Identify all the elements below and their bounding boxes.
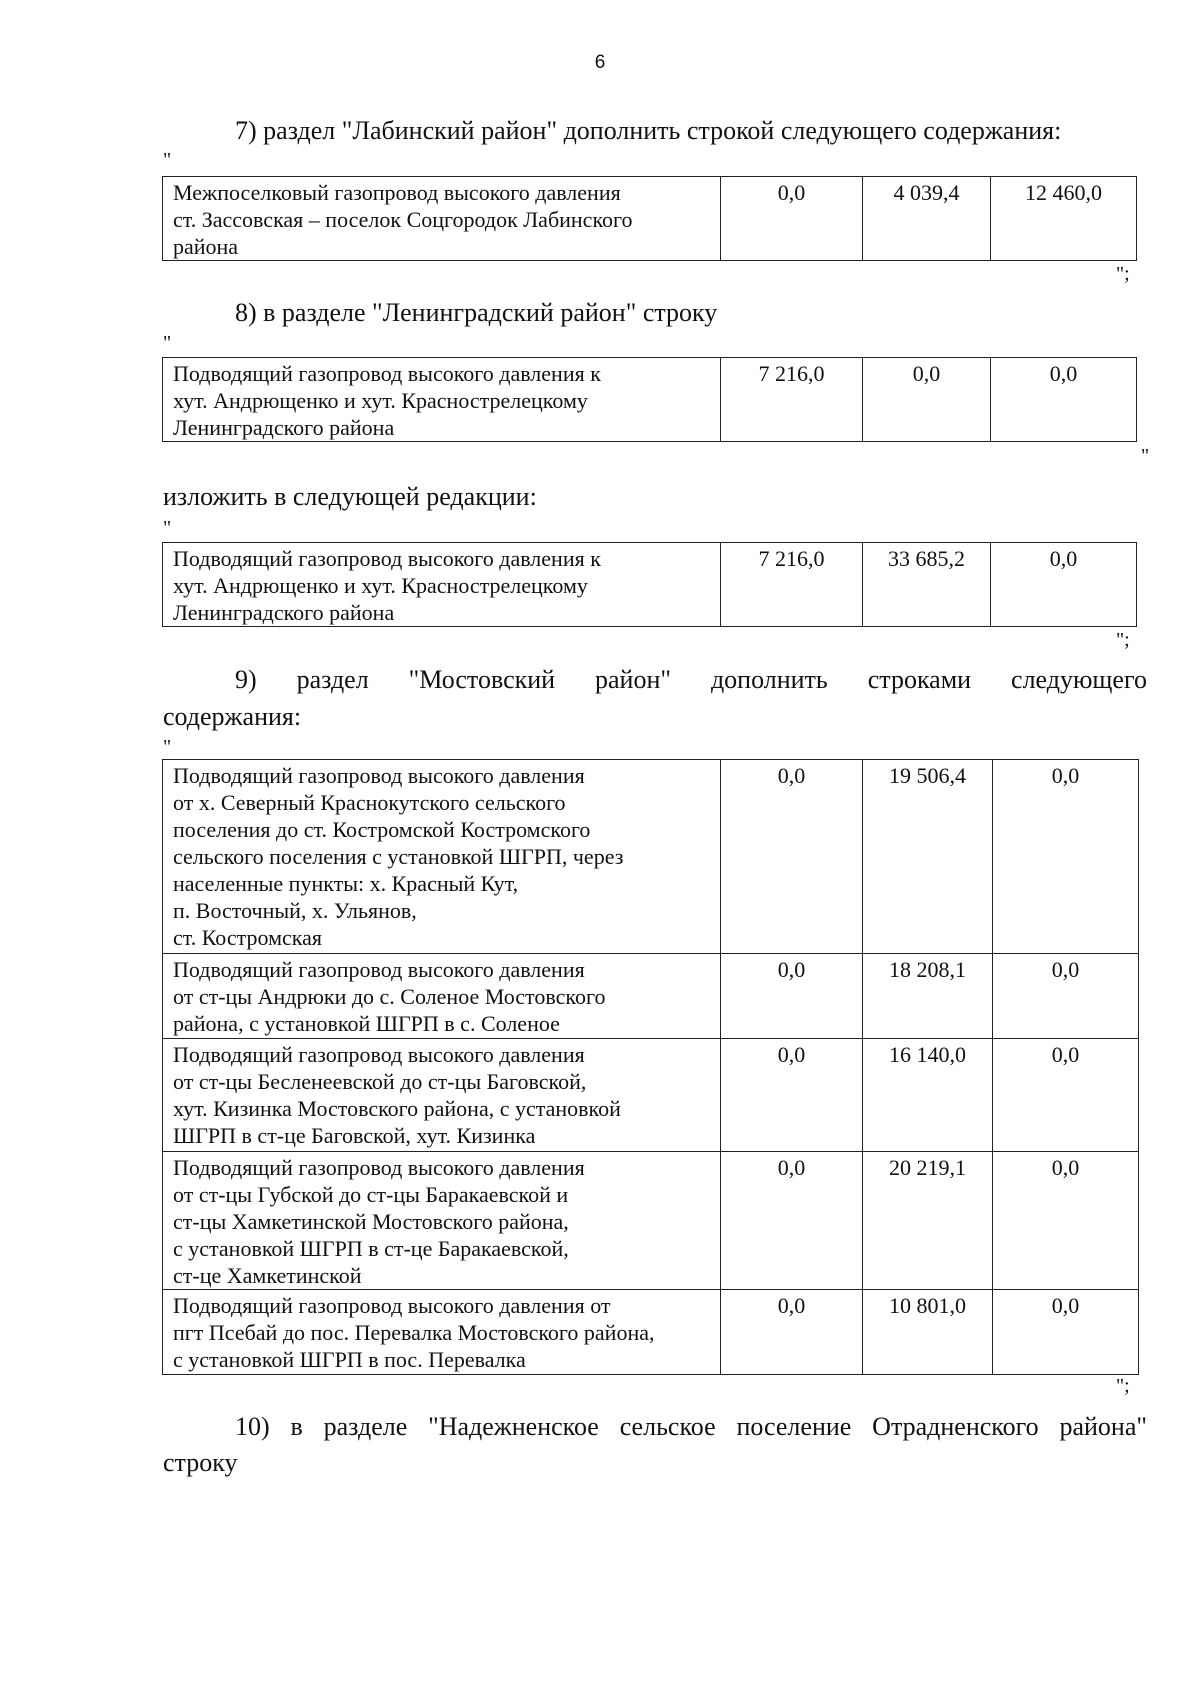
row-value-2: 33 685,2	[863, 543, 991, 627]
row-value-3: 0,0	[991, 543, 1137, 627]
table-mostovsky	[162, 759, 1139, 1375]
row-value-1: 0,0	[721, 760, 863, 954]
row-value-2: 20 219,1	[863, 1152, 993, 1290]
close-quote: "	[1141, 445, 1150, 467]
row-value-3: 0,0	[993, 760, 1139, 954]
item-8-text-after: изложить в следующей редакции:	[163, 482, 537, 511]
row-value-1: 7 216,0	[721, 543, 863, 627]
row-value-1: 0,0	[721, 954, 863, 1039]
table-row	[163, 954, 1139, 1039]
open-quote: "	[163, 332, 172, 354]
item-9-text-cont: содержания:	[163, 702, 302, 731]
table-labinsky-body	[163, 177, 1137, 261]
item-10-text: 10) в разделе "Надежненское сельское поселение Отрадненского района"	[235, 1412, 1147, 1441]
row-name: Подводящий газопровод высокого давления от ст-цы Бесленеевской до ст-цы Баговской, хут. Кизинка Мостовского района, с установкой ШГРП в ст-це Баговской, хут. Кизинка	[163, 1039, 721, 1152]
row-value-2: 18 208,1	[863, 954, 993, 1039]
row-value-3: 0,0	[993, 1290, 1139, 1375]
item-8-text: 8) в разделе "Ленинградский район" строку	[235, 298, 718, 327]
open-quote: "	[163, 736, 172, 758]
item-9-text: 9) раздел "Мостовский район" дополнить строками следующего	[235, 665, 1147, 694]
table-mostovsky-body	[163, 760, 1139, 1375]
row-value-2: 4 039,4	[863, 177, 991, 261]
table-row	[163, 1039, 1139, 1152]
row-value-1: 0,0	[721, 177, 863, 261]
row-value-2: 19 506,4	[863, 760, 993, 954]
row-value-3: 0,0	[993, 1152, 1139, 1290]
row-name: Подводящий газопровод высокого давления от х. Северный Краснокутского сельского поселения до ст. Костромской Костромского сельского поселения с установкой ШГРП, через населенные пункты: х. Красный Кут, п. Восточный, х. Ульянов, ст. Костромская	[163, 760, 721, 954]
row-value-3: 0,0	[993, 954, 1139, 1039]
table-leningradsky-old	[162, 357, 1137, 442]
page-number: 6	[594, 52, 606, 73]
row-value-2: 16 140,0	[863, 1039, 993, 1152]
open-quote: "	[163, 149, 172, 171]
table-row	[163, 177, 1137, 261]
row-name: Межпоселковый газопровод высокого давления ст. Зассовская – поселок Соцгородок Лабинского района	[163, 177, 721, 261]
table-labinsky	[162, 176, 1137, 261]
row-value-1: 0,0	[721, 1039, 863, 1152]
row-name: Подводящий газопровод высокого давления к хут. Андрющенко и хут. Краснострелецкому Ленинградского района	[163, 543, 721, 627]
item-7-text: 7) раздел "Лабинский район" дополнить строкой следующего содержания:	[235, 116, 1062, 145]
row-value-3: 0,0	[991, 358, 1137, 442]
row-value-3: 12 460,0	[991, 177, 1137, 261]
row-name: Подводящий газопровод высокого давления от ст-цы Андрюки до с. Соленое Мостовского района, с установкой ШГРП в с. Соленое	[163, 954, 721, 1039]
row-value-1: 0,0	[721, 1290, 863, 1375]
table-leningradsky-new-body	[163, 543, 1137, 627]
close-quote: ";	[1116, 629, 1130, 651]
table-leningradsky-old-body	[163, 358, 1137, 442]
table-row	[163, 1290, 1139, 1375]
item-10-text-cont: строку	[163, 1448, 238, 1477]
row-value-2: 10 801,0	[863, 1290, 993, 1375]
row-value-3: 0,0	[993, 1039, 1139, 1152]
row-value-1: 0,0	[721, 1152, 863, 1290]
close-quote: ";	[1116, 1375, 1130, 1397]
table-row	[163, 358, 1137, 442]
table-row	[163, 1152, 1139, 1290]
table-row	[163, 543, 1137, 627]
row-name: Подводящий газопровод высокого давления от ст-цы Губской до ст-цы Баракаевской и ст-цы Хамкетинской Мостовского района, с установкой ШГРП в ст-це Баракаевской, ст-це Хамкетинской	[163, 1152, 721, 1290]
table-leningradsky-new	[162, 542, 1137, 627]
row-value-2: 0,0	[863, 358, 991, 442]
table-row	[163, 760, 1139, 954]
row-value-1: 7 216,0	[721, 358, 863, 442]
row-name: Подводящий газопровод высокого давления от пгт Псебай до пос. Перевалка Мостовского района, с установкой ШГРП в пос. Перевалка	[163, 1290, 721, 1375]
close-quote: ";	[1116, 263, 1130, 285]
open-quote: "	[163, 517, 172, 539]
row-name: Подводящий газопровод высокого давления к хут. Андрющенко и хут. Краснострелецкому Ленинградского района	[163, 358, 721, 442]
